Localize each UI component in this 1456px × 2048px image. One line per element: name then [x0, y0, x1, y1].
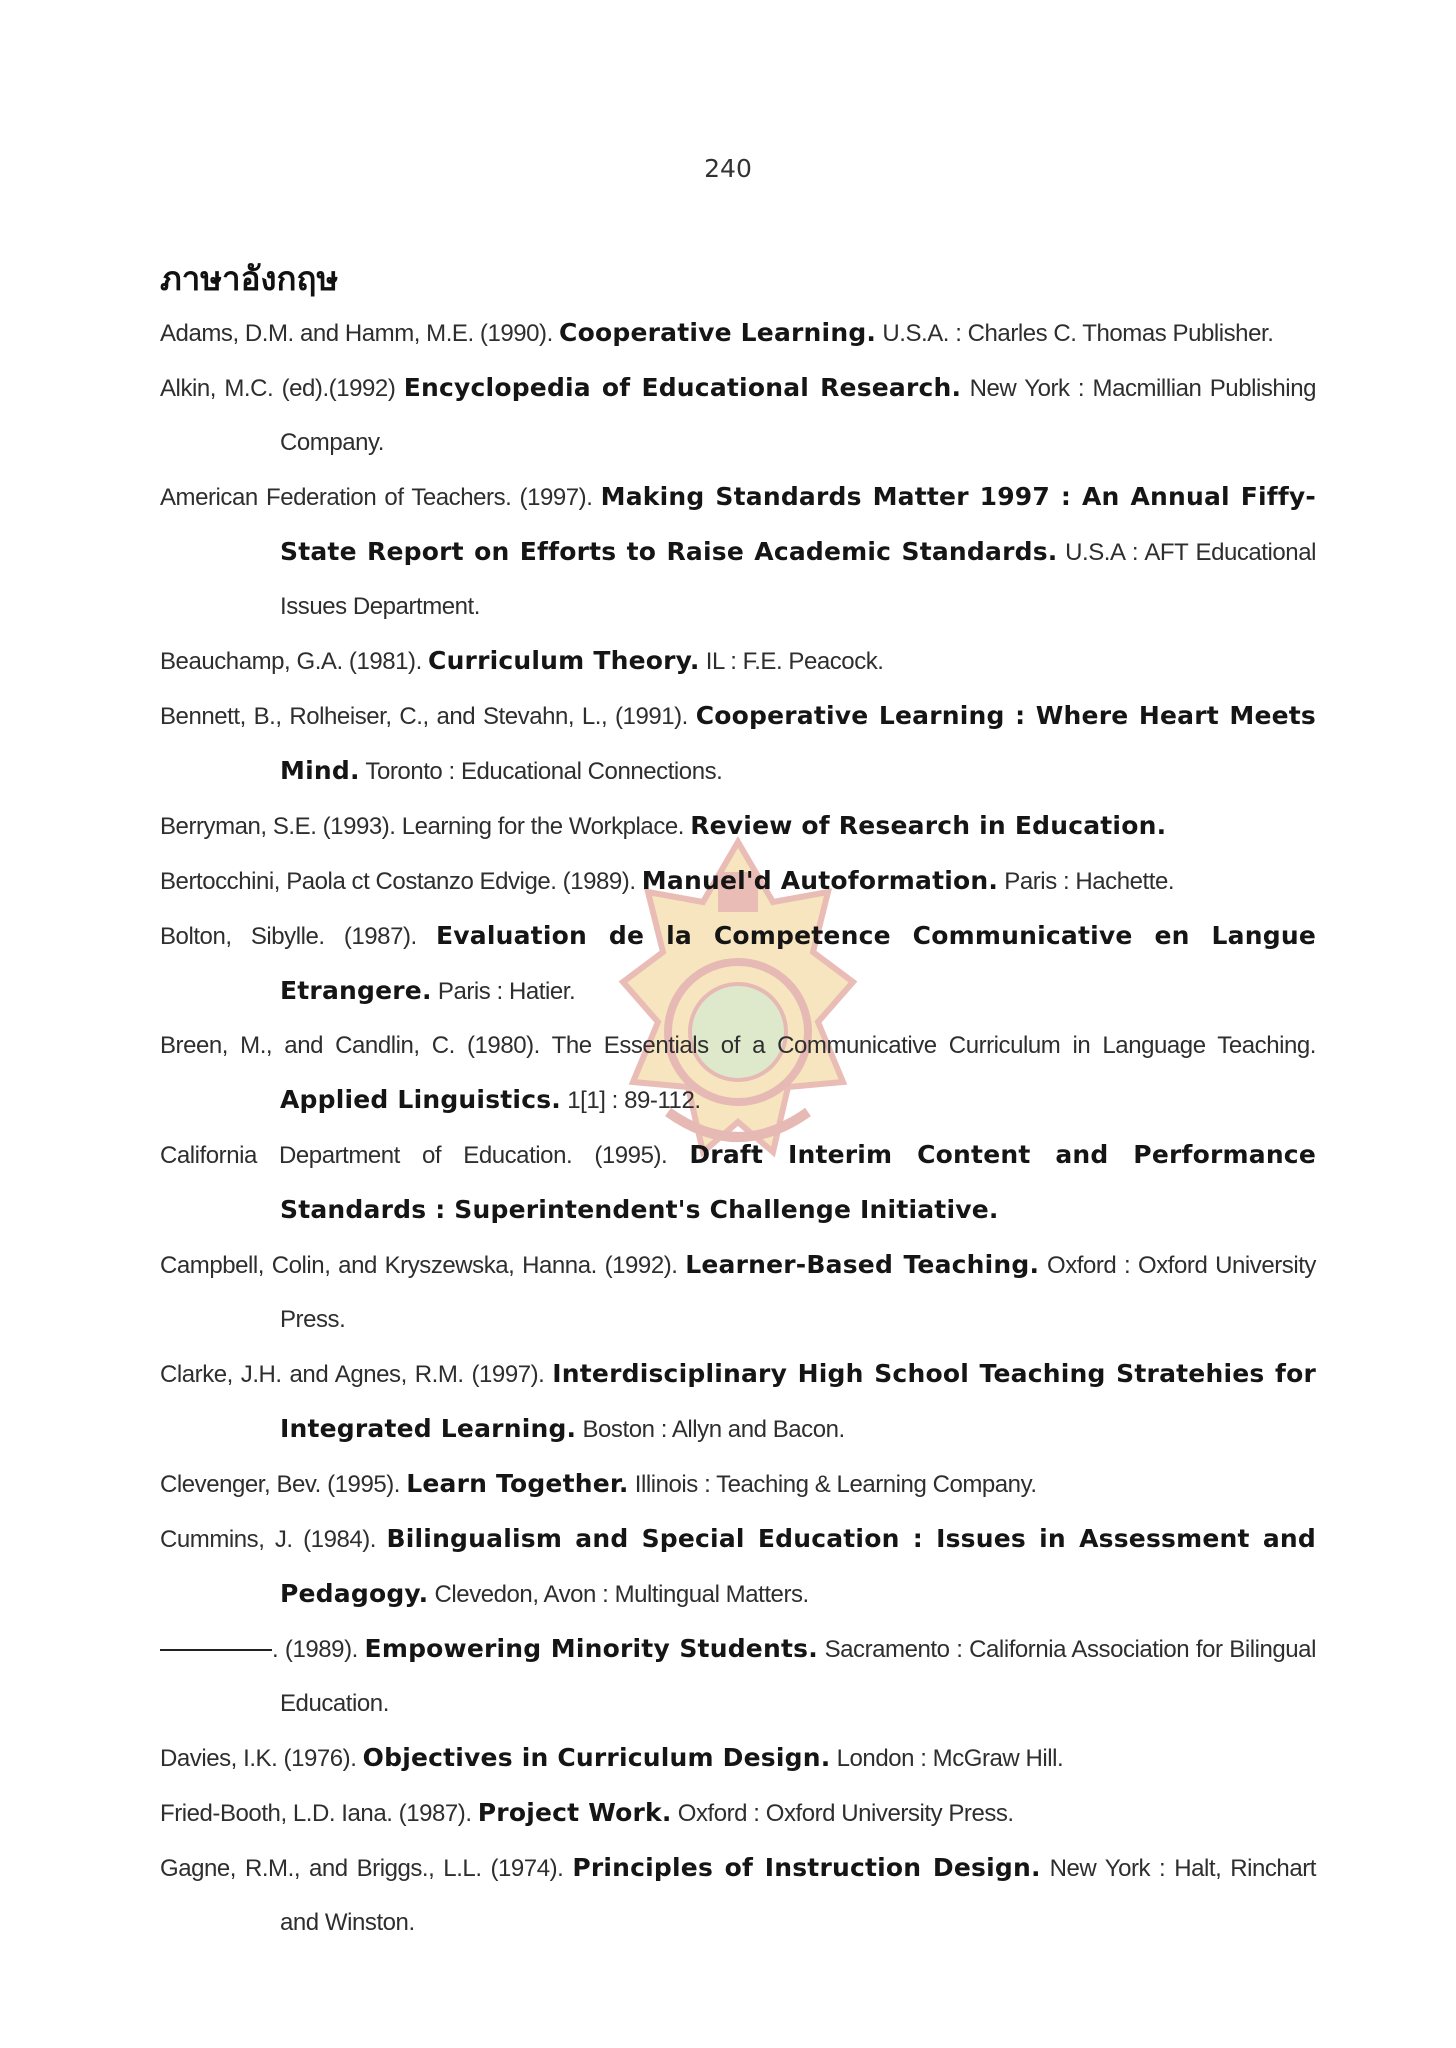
reference-entry [160, 1128, 1316, 1238]
reference-entry [160, 1622, 1316, 1731]
reference-publisher: Oxford : Oxford University Press. [280, 1252, 1316, 1333]
page-number: 240 [704, 154, 752, 183]
reference-publisher: London : McGraw Hill. [830, 1745, 1064, 1772]
reference-author-year: Adams, D.M. and Hamm, M.E. (1990). [160, 320, 560, 347]
reference-publisher: U.S.A. : Charles C. Thomas Publisher. [876, 320, 1274, 347]
reference-title: Manuel'd Autoformation. [641, 866, 999, 895]
reference-title: Learner-Based Teaching. [685, 1250, 1040, 1279]
reference-publisher: IL : F.E. Peacock. [699, 648, 884, 675]
reference-publisher: Clevedon, Avon : Multingual Matters. [428, 1581, 809, 1608]
reference-publisher: Sacramento : California Association for Bilingual Education. [280, 1636, 1316, 1717]
reference-entry [160, 1347, 1316, 1457]
reference-publisher: Paris : Hatier. [431, 978, 576, 1005]
reference-entry [160, 306, 1316, 361]
reference-author-year: . (1989). [272, 1636, 365, 1663]
ditto-author-line [160, 1649, 272, 1651]
reference-title: Review of Research in Education. [690, 811, 1167, 840]
reference-title: Cooperative Learning : Where Heart Meets Mind. [280, 701, 1316, 785]
reference-title: Encyclopedia of Educational Research. [403, 373, 962, 402]
reference-entry [160, 361, 1316, 470]
reference-entry [160, 799, 1316, 854]
reference-entry [160, 689, 1316, 799]
reference-title: Cooperative Learning. [559, 318, 877, 347]
reference-author-year: Fried-Booth, L.D. Iana. (1987). [160, 1800, 478, 1827]
reference-title: Objectives in Curriculum Design. [362, 1743, 831, 1772]
reference-entry [160, 1019, 1316, 1128]
reference-list [160, 306, 1316, 1950]
reference-publisher: 1[1] : 89-112. [561, 1087, 701, 1114]
reference-title: Making Standards Matter 1997 : An Annual Fiffy-State Report on Efforts to Raise Academic Standards. [280, 482, 1316, 566]
reference-title: Applied Linguistics. [280, 1085, 561, 1114]
reference-author-year: Breen, M., and Candlin, C. (1980). The Essentials of a Communicative Curriculum in Language Teaching. [160, 1032, 1316, 1059]
reference-entry [160, 909, 1316, 1019]
reference-entry [160, 1786, 1316, 1841]
reference-publisher: New York : Halt, Rinchart and Winston. [280, 1855, 1316, 1936]
reference-author-year: California Department of Education. (1995). [160, 1142, 690, 1169]
reference-title: Principles of Instruction Design. [572, 1853, 1041, 1882]
reference-author-year: Clevenger, Bev. (1995). [160, 1471, 407, 1498]
reference-publisher: Illinois : Teaching & Learning Company. [628, 1471, 1037, 1498]
reference-entry [160, 854, 1316, 909]
reference-title: Evaluation de la Competence Communicative en Langue Etrangere. [280, 921, 1316, 1005]
reference-author-year: Campbell, Colin, and Kryszewska, Hanna. (1992). [160, 1252, 686, 1279]
reference-author-year: Davies, I.K. (1976). [160, 1745, 363, 1772]
reference-title: Draft Interim Content and Performance Standards : Superintendent's Challenge Initiative. [280, 1140, 1316, 1224]
reference-author-year: American Federation of Teachers. (1997). [160, 484, 601, 511]
reference-entry [160, 634, 1316, 689]
reference-publisher: Toronto : Educational Connections. [359, 758, 723, 785]
reference-title: Learn Together. [406, 1469, 629, 1498]
reference-author-year: Alkin, M.C. (ed).(1992) [160, 375, 404, 402]
section-heading: ภาษาอังกฤษ [160, 259, 339, 298]
reference-publisher: Boston : Allyn and Bacon. [576, 1416, 845, 1443]
reference-entry [160, 470, 1316, 634]
reference-author-year: Clarke, J.H. and Agnes, R.M. (1997). [160, 1361, 553, 1388]
reference-author-year: Cummins, J. (1984). [160, 1526, 387, 1553]
reference-entry [160, 1457, 1316, 1512]
reference-author-year: Beauchamp, G.A. (1981). [160, 648, 429, 675]
reference-publisher: New York : Macmillian Publishing Company. [280, 375, 1316, 456]
reference-author-year: Bennett, B., Rolheiser, C., and Stevahn, L., (1991). [160, 703, 696, 730]
reference-title: Project Work. [477, 1798, 672, 1827]
reference-title: Curriculum Theory. [428, 646, 700, 675]
reference-publisher: Oxford : Oxford University Press. [671, 1800, 1014, 1827]
reference-entry [160, 1238, 1316, 1347]
reference-author-year: Bolton, Sibylle. (1987). [160, 923, 436, 950]
reference-entry [160, 1512, 1316, 1622]
reference-title: Bilingualism and Special Education : Issues in Assessment and Pedagogy. [280, 1524, 1316, 1608]
reference-title: Interdisciplinary High School Teaching Stratehies for Integrated Learning. [280, 1359, 1317, 1443]
reference-author-year: Gagne, R.M., and Briggs., L.L. (1974). [160, 1855, 573, 1882]
reference-title: Empowering Minority Students. [364, 1634, 818, 1663]
reference-publisher: U.S.A : AFT Educational Issues Department. [280, 539, 1316, 620]
reference-author-year: Berryman, S.E. (1993). Learning for the Workplace. [160, 813, 691, 840]
reference-publisher: Paris : Hachette. [998, 868, 1175, 895]
reference-entry [160, 1841, 1316, 1950]
reference-author-year: Bertocchini, Paola ct Costanzo Edvige. (1989). [160, 868, 642, 895]
reference-entry [160, 1731, 1316, 1786]
